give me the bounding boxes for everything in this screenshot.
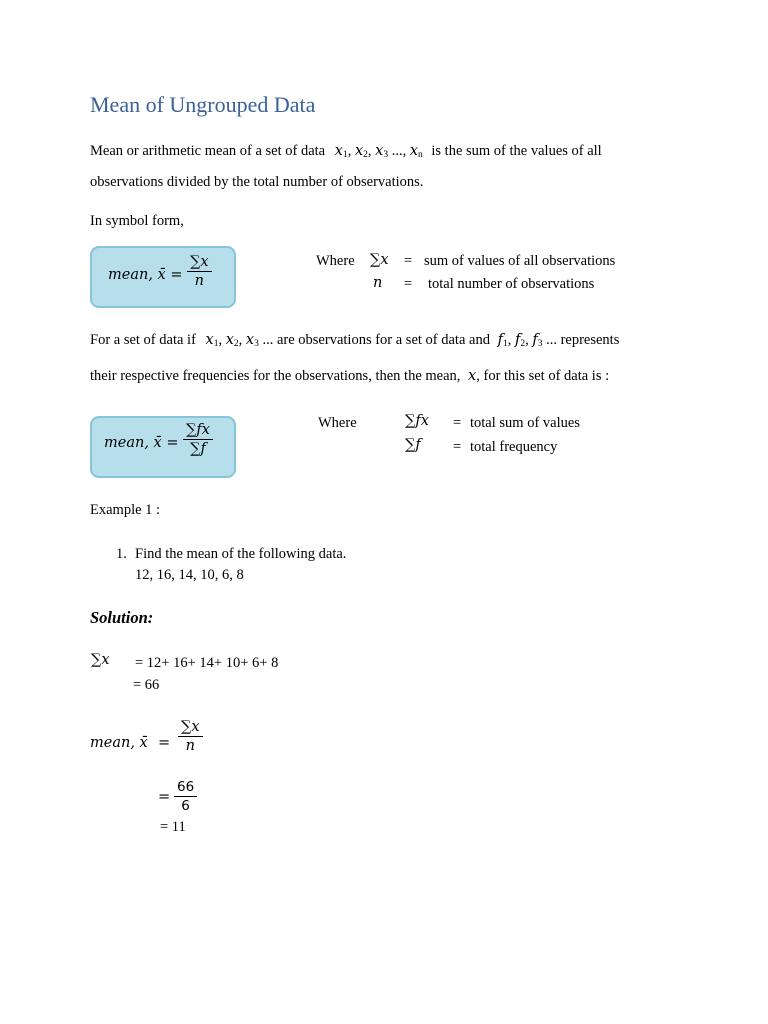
- def4-text: total frequency: [470, 439, 558, 455]
- intro-line-1: Mean or arithmetic mean of a set of data x1, x2, x3 ..., xn is the sum of the values of all: [90, 143, 602, 160]
- def2-text: total number of observations: [428, 276, 595, 292]
- solution-equals-2: =: [158, 789, 171, 805]
- solution-equals: =: [158, 735, 171, 751]
- def3-equals: =: [453, 415, 462, 431]
- formula-box-mean: [90, 246, 236, 308]
- where-label-2: Where: [318, 415, 357, 431]
- def1-equals: =: [404, 253, 413, 269]
- solution-fraction: $\frac{\sum x}{n}$: [178, 719, 203, 754]
- def4-equals: =: [453, 439, 462, 455]
- def1-text: sum of values of all observations: [424, 253, 616, 269]
- formula-weighted-mean: mean, x̄ = $\frac{\sum fx}{\sum f}$: [104, 422, 213, 457]
- solution-sum-line-2: = 66: [133, 677, 160, 693]
- solution-fraction-2: $\frac{66}{6}$: [174, 779, 197, 814]
- page-title: Mean of Ungrouped Data: [90, 92, 316, 117]
- def4-symbol: ∑f: [405, 437, 421, 453]
- formula-mean: mean, x̄ = $\frac{\sum x}{n}$: [108, 254, 212, 289]
- solution-label: Solution:: [90, 608, 154, 627]
- question-text: Find the mean of the following data.: [135, 546, 347, 562]
- solution-sum-line-1: = 12+ 16+ 14+ 10+ 6+ 8: [135, 655, 279, 671]
- example-label: Example 1 :: [90, 502, 161, 518]
- question-data: 12, 16, 14, 10, 6, 8: [135, 567, 244, 583]
- intro-line-2: observations divided by the total number of observations.: [90, 174, 424, 190]
- def1-symbol: ∑x: [370, 252, 389, 268]
- def3-text: total sum of values: [470, 415, 580, 431]
- freq-line-1: For a set of data if x1, x2, x3 ... are observations for a set of data and f1, f2, f3 ... represents: [90, 332, 620, 349]
- formula-box-weighted-mean: [90, 416, 236, 478]
- solution-sum-symbol: ∑x: [91, 652, 110, 668]
- freq-line-2: their respective frequencies for the observations, then the mean, x, for this set of data is :: [90, 368, 610, 384]
- def3-symbol: ∑fx: [405, 413, 429, 429]
- solution-mean-lhs: mean, x̄: [90, 735, 148, 751]
- def2-equals: =: [404, 276, 413, 292]
- question-number: 1.: [116, 546, 127, 562]
- symbol-form-label: In symbol form,: [90, 213, 184, 229]
- solution-result: = 11: [160, 819, 186, 835]
- where-label-1: Where: [316, 253, 355, 269]
- def2-symbol: n: [373, 275, 383, 291]
